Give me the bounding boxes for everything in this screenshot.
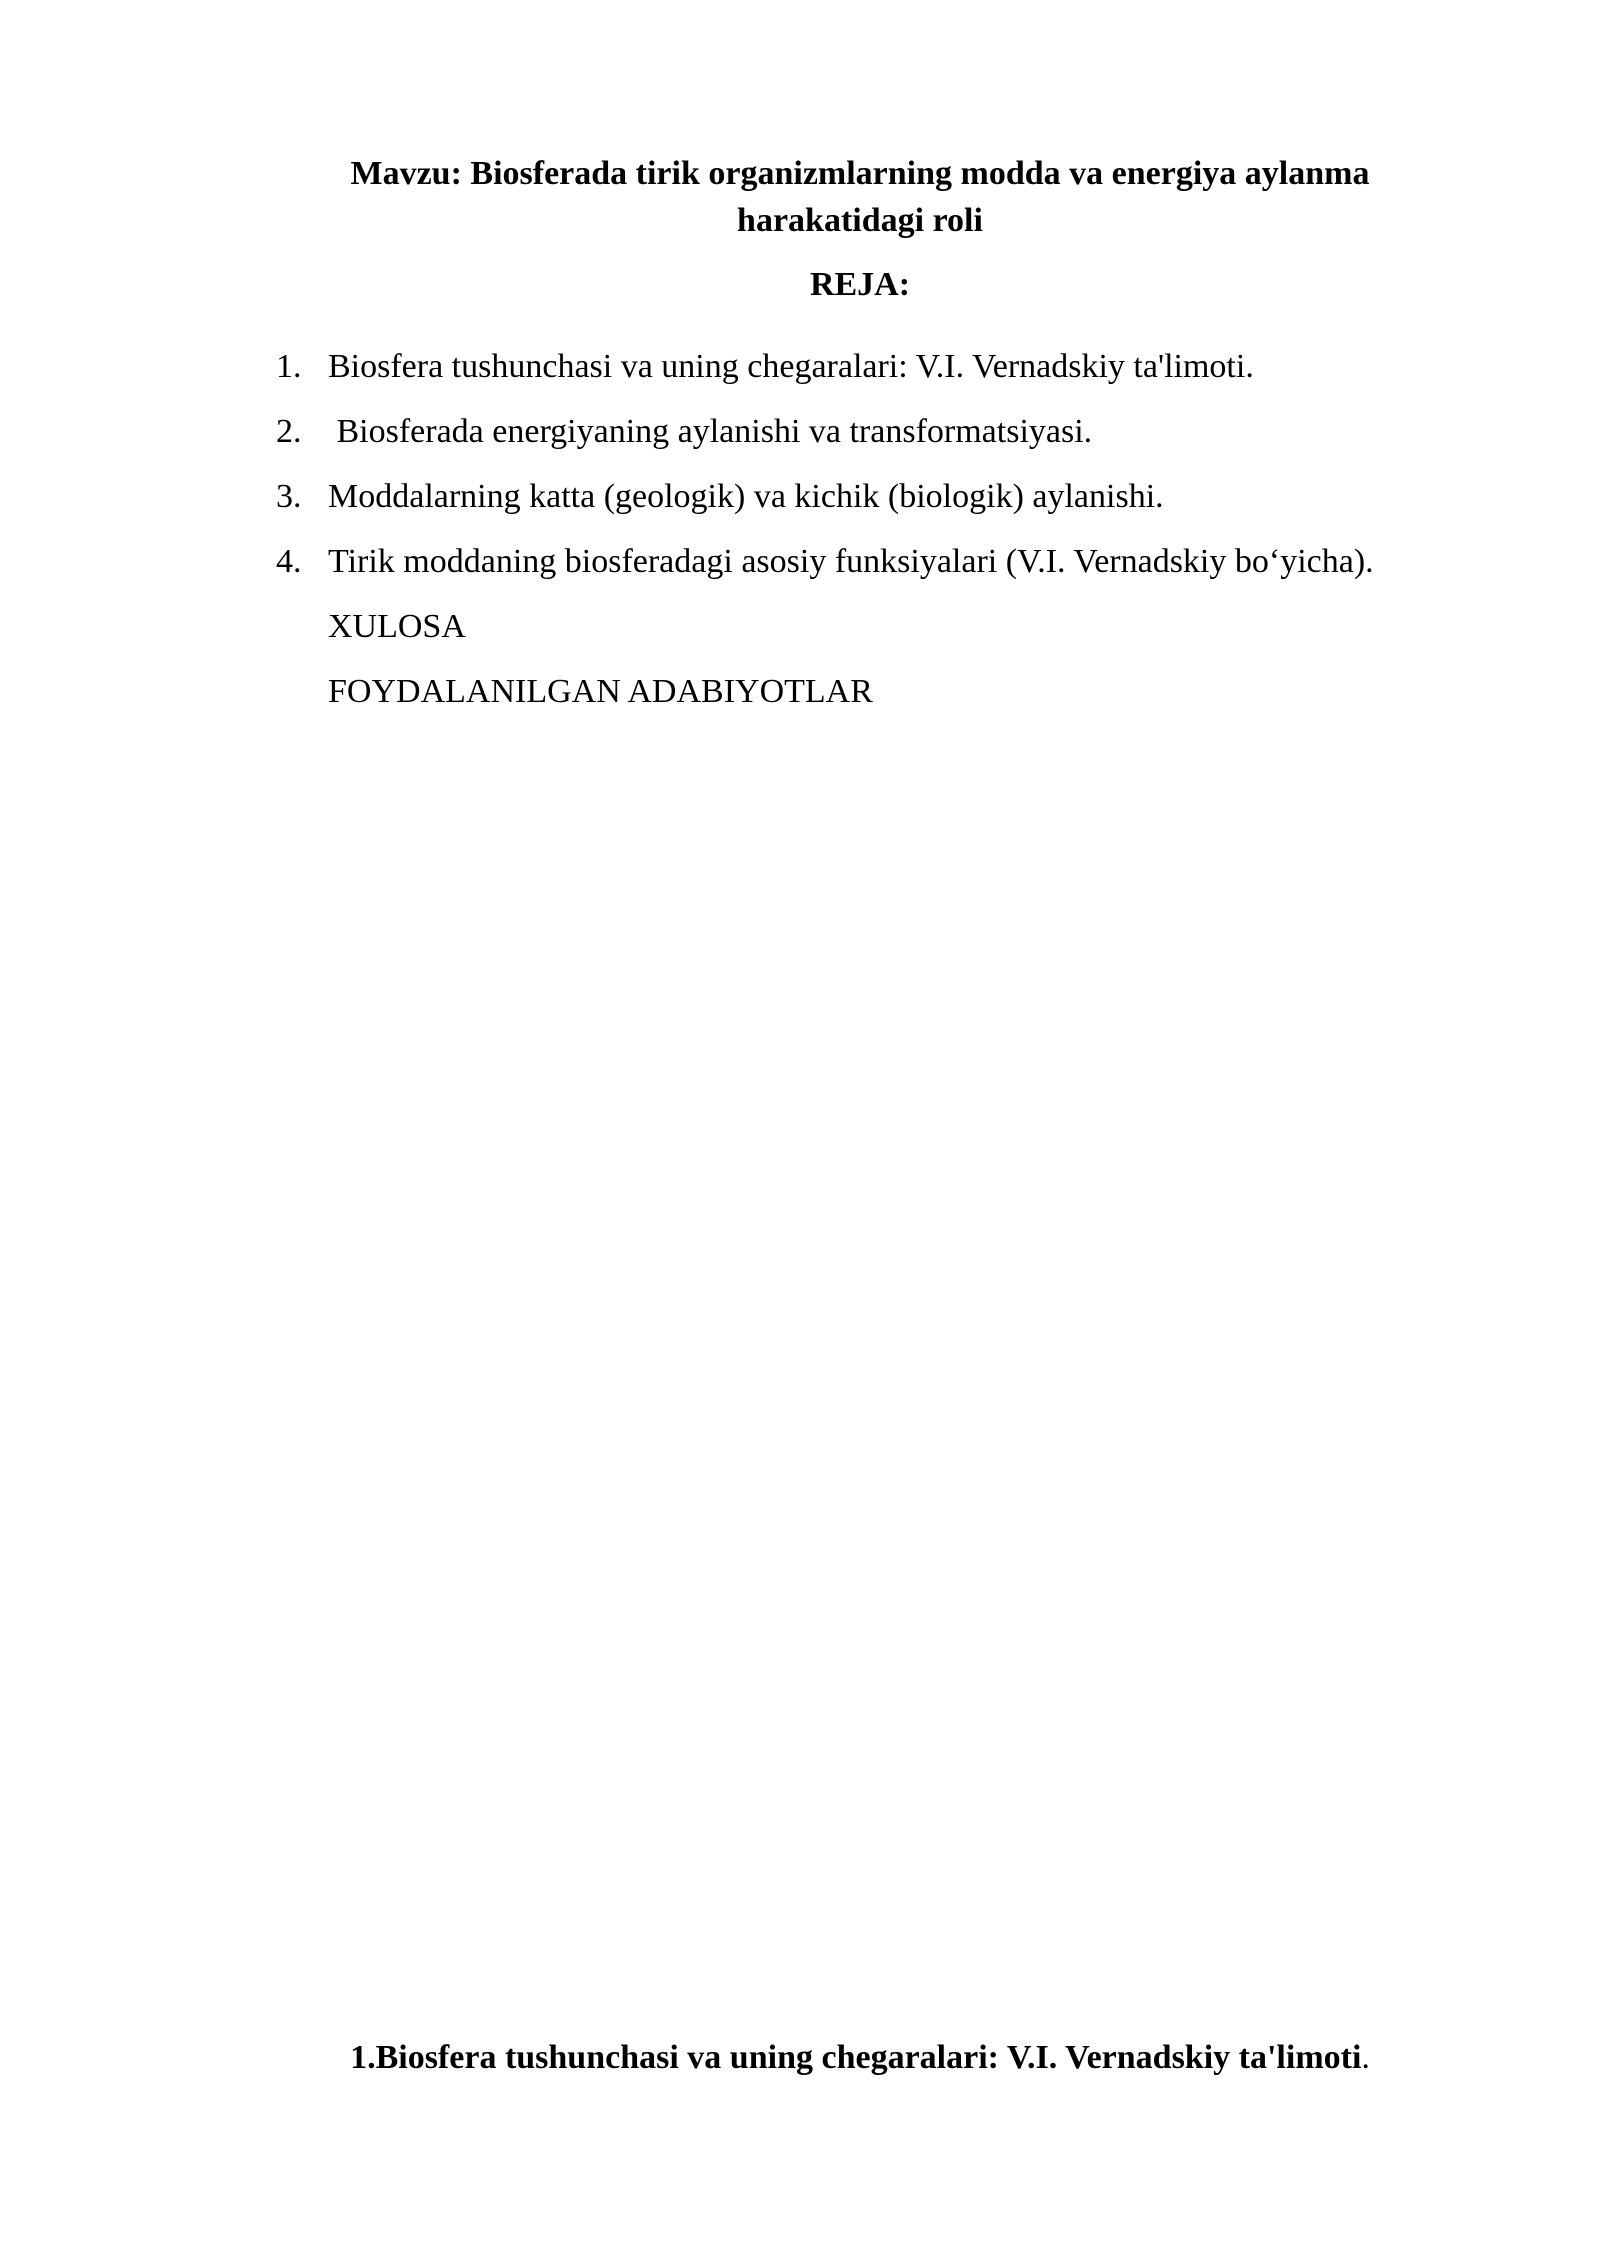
plan-item-text: Tirik moddaning biosferadagi asosiy funksiyalari (V.I. Vernadskiy bo‘yicha). xyxy=(328,543,1374,580)
section-1-heading-period: . xyxy=(1361,2039,1370,2076)
plan-item-text: Biosfera tushunchasi va uning chegaralari: V.I. Vernadskiy ta'limoti. xyxy=(328,348,1254,385)
title-line-2: harakatidagi roli xyxy=(737,202,983,239)
plan-item-text: Moddalarning katta (geologik) va kichik (biologik) aylanishi. xyxy=(328,478,1164,515)
document-title xyxy=(280,150,1440,244)
plan-item-number: 1. xyxy=(276,348,302,385)
section-1-heading-text: 1.Biosfera tushunchasi va uning chegaralari: V.I. Vernadskiy ta'limoti xyxy=(350,2039,1362,2076)
plan-item-4 xyxy=(276,529,1496,594)
plan-list xyxy=(276,334,1496,724)
references-entry: FOYDALANILGAN ADABIYOTLAR xyxy=(328,673,873,710)
plan-item-number: 3. xyxy=(276,478,302,515)
plan-item-3 xyxy=(276,464,1496,529)
conclusion-entry: XULOSA xyxy=(328,608,466,645)
plan-item-number: 4. xyxy=(276,543,302,580)
plan-heading: REJA: xyxy=(809,266,911,303)
section-1-heading xyxy=(280,2036,1440,2080)
plan-item-1 xyxy=(276,334,1496,399)
plan-item-2 xyxy=(276,399,1496,464)
plan-item-text: Biosferada energiyaning aylanishi va transformatsiyasi. xyxy=(328,413,1093,450)
title-line-1: Mavzu: Biosferada tirik organizmlarning modda va energiya aylanma xyxy=(350,155,1370,192)
plan-item-number: 2. xyxy=(276,413,302,450)
